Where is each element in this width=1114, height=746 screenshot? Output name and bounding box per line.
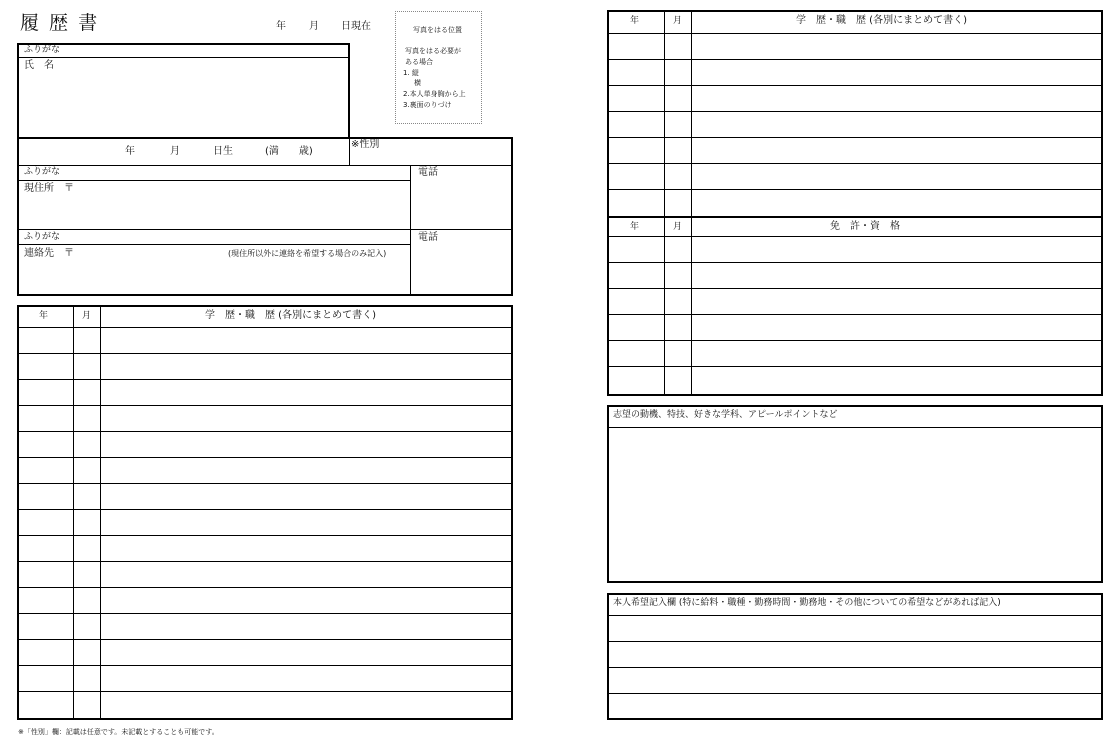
history-left-row-line (19, 353, 511, 354)
footer-note: ※「性別」欄：記載は任意です。未記載とすることも可能です。 (18, 728, 219, 736)
history-left-month-header: 月 (82, 311, 92, 321)
motivation-box[interactable] (607, 405, 1103, 583)
license-row-line (609, 366, 1101, 367)
age-label: (満 歳) (265, 146, 313, 157)
address-furigana-divider (17, 180, 411, 181)
birth-year-label: 年 (125, 146, 135, 157)
history-right-row-line (609, 137, 1101, 138)
history-right-title: 学 歴・職 歴 (各別にまとめて書く) (796, 15, 967, 26)
history-table-left (17, 305, 513, 720)
name-furigana-label: ふりがな (24, 45, 61, 55)
right-col-divider-year (664, 12, 665, 216)
request-row-line (609, 693, 1101, 694)
photo-note-4: 横 (414, 79, 421, 87)
photo-note-3: 1. 縦 (403, 69, 419, 77)
motivation-header-divider (609, 427, 1101, 428)
history-left-row-line (19, 405, 511, 406)
request-row-line (609, 667, 1101, 668)
history-right-year-header: 年 (630, 16, 640, 26)
name-label: 氏 名 (24, 60, 54, 71)
photo-note-2: ある場合 (405, 58, 433, 66)
address-label: 現住所 〒 (24, 183, 74, 194)
license-row-line (609, 236, 1101, 237)
date-year-label: 年 (276, 21, 286, 32)
history-left-row-line (19, 457, 511, 458)
history-left-row-line (19, 483, 511, 484)
address-furigana-label: ふりがな (24, 167, 61, 177)
col-divider-month (100, 307, 101, 718)
date-current-label: 日現在 (341, 21, 371, 32)
furigana-divider (17, 57, 350, 58)
history-left-row-line (19, 613, 511, 614)
license-year-header: 年 (630, 222, 640, 232)
history-left-row-line (19, 561, 511, 562)
license-row-line (609, 314, 1101, 315)
request-row-line (609, 615, 1101, 616)
history-left-row-line (19, 379, 511, 380)
license-row-line (609, 340, 1101, 341)
contact-furigana-divider (17, 244, 411, 245)
license-table (607, 216, 1103, 396)
license-month-header: 月 (673, 222, 683, 232)
photo-note-6: 3.裏面のりづけ (403, 101, 452, 109)
license-col-divider-month (691, 216, 692, 394)
request-title: 本人希望記入欄 (特に給料・職種・勤務時間・勤務地・その他についての希望などがあれば記入) (613, 598, 1001, 608)
gender-divider (349, 137, 350, 166)
history-left-title: 学 歴・職 歴 (各別にまとめて書く) (205, 310, 376, 321)
date-month-label: 月 (309, 21, 319, 32)
request-box[interactable] (607, 593, 1103, 720)
page-title: 履 歴 書 (20, 12, 100, 34)
history-right-row-line (609, 59, 1101, 60)
request-row-line (609, 641, 1101, 642)
contact-label: 連絡先 〒 (24, 248, 74, 259)
history-left-row-line (19, 639, 511, 640)
license-title: 免 許・資 格 (830, 221, 900, 232)
birth-day-label: 日生 (213, 146, 233, 157)
history-left-year-header: 年 (39, 311, 49, 321)
address-box (17, 165, 513, 296)
history-left-row-line (19, 535, 511, 536)
right-col-divider-month (691, 12, 692, 216)
col-divider-year (73, 307, 74, 718)
photo-note-5: 2.本人単身胸から上 (403, 90, 466, 98)
address-divider (17, 229, 513, 230)
phone-divider (410, 165, 411, 296)
contact-furigana-label: ふりがな (24, 232, 61, 242)
history-right-row-line (609, 85, 1101, 86)
gender-label: ※性別 (351, 139, 380, 150)
history-right-month-header: 月 (673, 16, 683, 26)
history-left-row-line (19, 691, 511, 692)
history-right-row-line (609, 111, 1101, 112)
license-col-divider-year (664, 216, 665, 394)
phone-label-2: 電話 (418, 232, 438, 243)
contact-note: (現住所以外に連絡を希望する場合のみ記入) (228, 249, 387, 258)
history-left-row-line (19, 327, 511, 328)
photo-placeholder (395, 11, 482, 124)
history-right-row-line (609, 33, 1101, 34)
motivation-title: 志望の動機、特技、好きな学科、アピールポイントなど (613, 410, 838, 420)
history-left-row-line (19, 509, 511, 510)
license-row-line (609, 262, 1101, 263)
photo-title: 写真をはる位置 (413, 26, 462, 34)
birth-month-label: 月 (170, 146, 180, 157)
phone-label-1: 電話 (418, 167, 438, 178)
history-right-row-line (609, 189, 1101, 190)
photo-note-1: 写真をはる必要が (405, 47, 461, 55)
history-left-row-line (19, 431, 511, 432)
history-left-row-line (19, 665, 511, 666)
history-table-right (607, 10, 1103, 218)
history-right-row-line (609, 163, 1101, 164)
license-row-line (609, 288, 1101, 289)
history-left-row-line (19, 587, 511, 588)
